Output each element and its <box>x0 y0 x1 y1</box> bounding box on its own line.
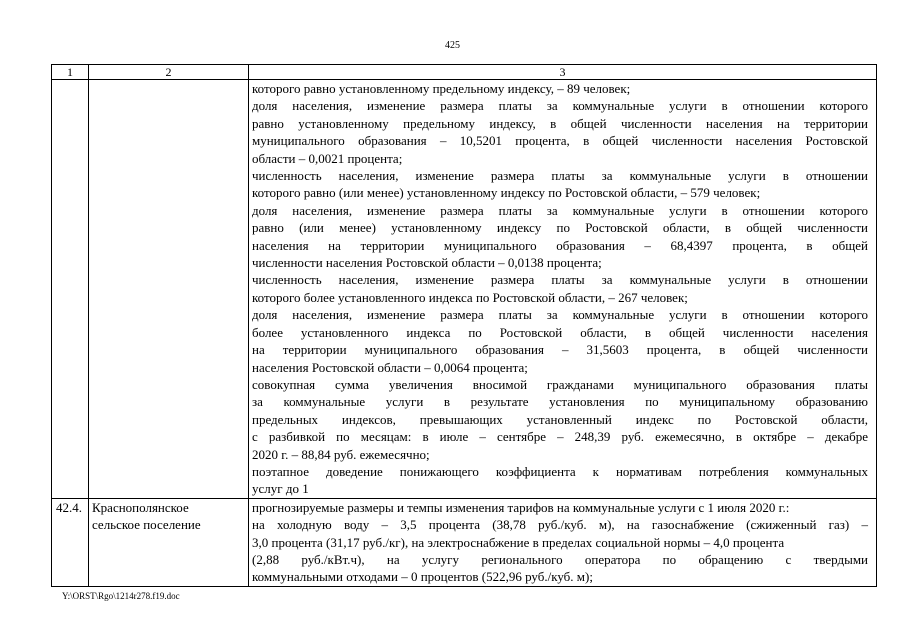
row1-content-cell <box>249 80 877 499</box>
row2-lines <box>252 499 873 586</box>
settlement-name-line1: Краснополянское <box>92 499 189 515</box>
text-line: равно установленному предельному индексу, в общей численности населения на территории <box>252 115 868 131</box>
column-header-1: 1 <box>52 65 89 80</box>
table-row <box>52 80 877 499</box>
text-line: численность населения, изменение размера платы за коммунальные услуги в отношении <box>252 168 868 184</box>
text-line: услуг до 1 <box>252 481 309 497</box>
text-line: населения Ростовской области – 0,0064 процента; <box>252 359 528 375</box>
text-line: с разбивкой по месяцам: в июле – сентябре – 248,39 руб. ежемесячно, в октябре – декабре <box>252 429 868 445</box>
row1-lines <box>252 80 873 498</box>
text-line: (2,88 руб./кВт.ч), на услугу регионального оператора по обращению с твердыми <box>252 551 868 567</box>
text-line: доля населения, изменение размера платы за коммунальные услуги в отношении которого <box>252 98 868 114</box>
table-header-row <box>52 65 877 80</box>
row2-content-cell <box>249 498 877 586</box>
text-line: которого равно (или менее) установленному индексу по Ростовской области, – 579 человек; <box>252 185 761 201</box>
text-line: более установленного индекса по Ростовской области, в общей численности населения <box>252 324 868 340</box>
footer-file-path: Y:\ORST\Rgo\1214r278.f19.doc <box>62 591 180 601</box>
text-line: коммунальными отходами – 0 процентов (522,96 руб./куб. м); <box>252 569 593 585</box>
text-line: численности населения Ростовской области – 0,0138 процента; <box>252 255 602 271</box>
row1-number-cell <box>52 80 89 499</box>
row1-name-cell <box>89 80 249 499</box>
column-header-2: 2 <box>89 65 249 80</box>
text-line: за коммунальные услуги в результате установления по муниципальному образованию <box>252 394 868 410</box>
text-line: равно (или менее) установленному индексу по Ростовской области, в общей численности <box>252 220 868 236</box>
text-line: 3,0 процента (31,17 руб./кг), на электроснабжение в пределах социальной нормы – 4,0 процента <box>252 534 785 550</box>
text-line: муниципального образования – 10,5201 процента, в общей численности населения Ростовской <box>252 133 868 149</box>
text-line: на холодную воду – 3,5 процента (38,78 руб./куб. м), на газоснабжение (сжиженный газ) – <box>252 517 868 533</box>
text-line: населения на территории муниципального образования – 68,4397 процента, в общей <box>252 237 868 253</box>
text-line: прогнозируемые размеры и темпы изменения тарифов на коммунальные услуги с 1 июля 2020 г.: <box>252 499 790 515</box>
text-line: доля населения, изменение размера платы за коммунальные услуги в отношении которого <box>252 202 868 218</box>
text-line: предельных индексов, превышающих установленный индекс по Ростовской области, <box>252 411 868 427</box>
text-line: на территории муниципального образования – 31,5603 процента, в общей численности <box>252 342 868 358</box>
text-line: численность населения, изменение размера платы за коммунальные услуги в отношении <box>252 272 868 288</box>
text-line: которого равно установленному предельному индексу, – 89 человек; <box>252 81 631 96</box>
page-number: 425 <box>445 40 460 51</box>
table-row <box>52 498 877 586</box>
text-line: совокупная сумма увеличения вносимой гражданами муниципального образования платы <box>252 376 868 392</box>
text-line: поэтапное доведение понижающего коэффициента к нормативам потребления коммунальных <box>252 463 868 479</box>
row2-number-cell: 42.4. <box>52 498 89 586</box>
settlement-name-line2: сельское поселение <box>92 517 201 533</box>
text-line: доля населения, изменение размера платы за коммунальные услуги в отношении которого <box>252 307 868 323</box>
text-line: области – 0,0021 процента; <box>252 150 403 166</box>
row2-name-cell <box>89 498 249 586</box>
document-table <box>51 64 877 587</box>
text-line: которого более установленного индекса по Ростовской области, – 267 человек; <box>252 289 688 305</box>
column-header-3: 3 <box>249 65 877 80</box>
text-line: 2020 г. – 88,84 руб. ежемесячно; <box>252 446 430 462</box>
